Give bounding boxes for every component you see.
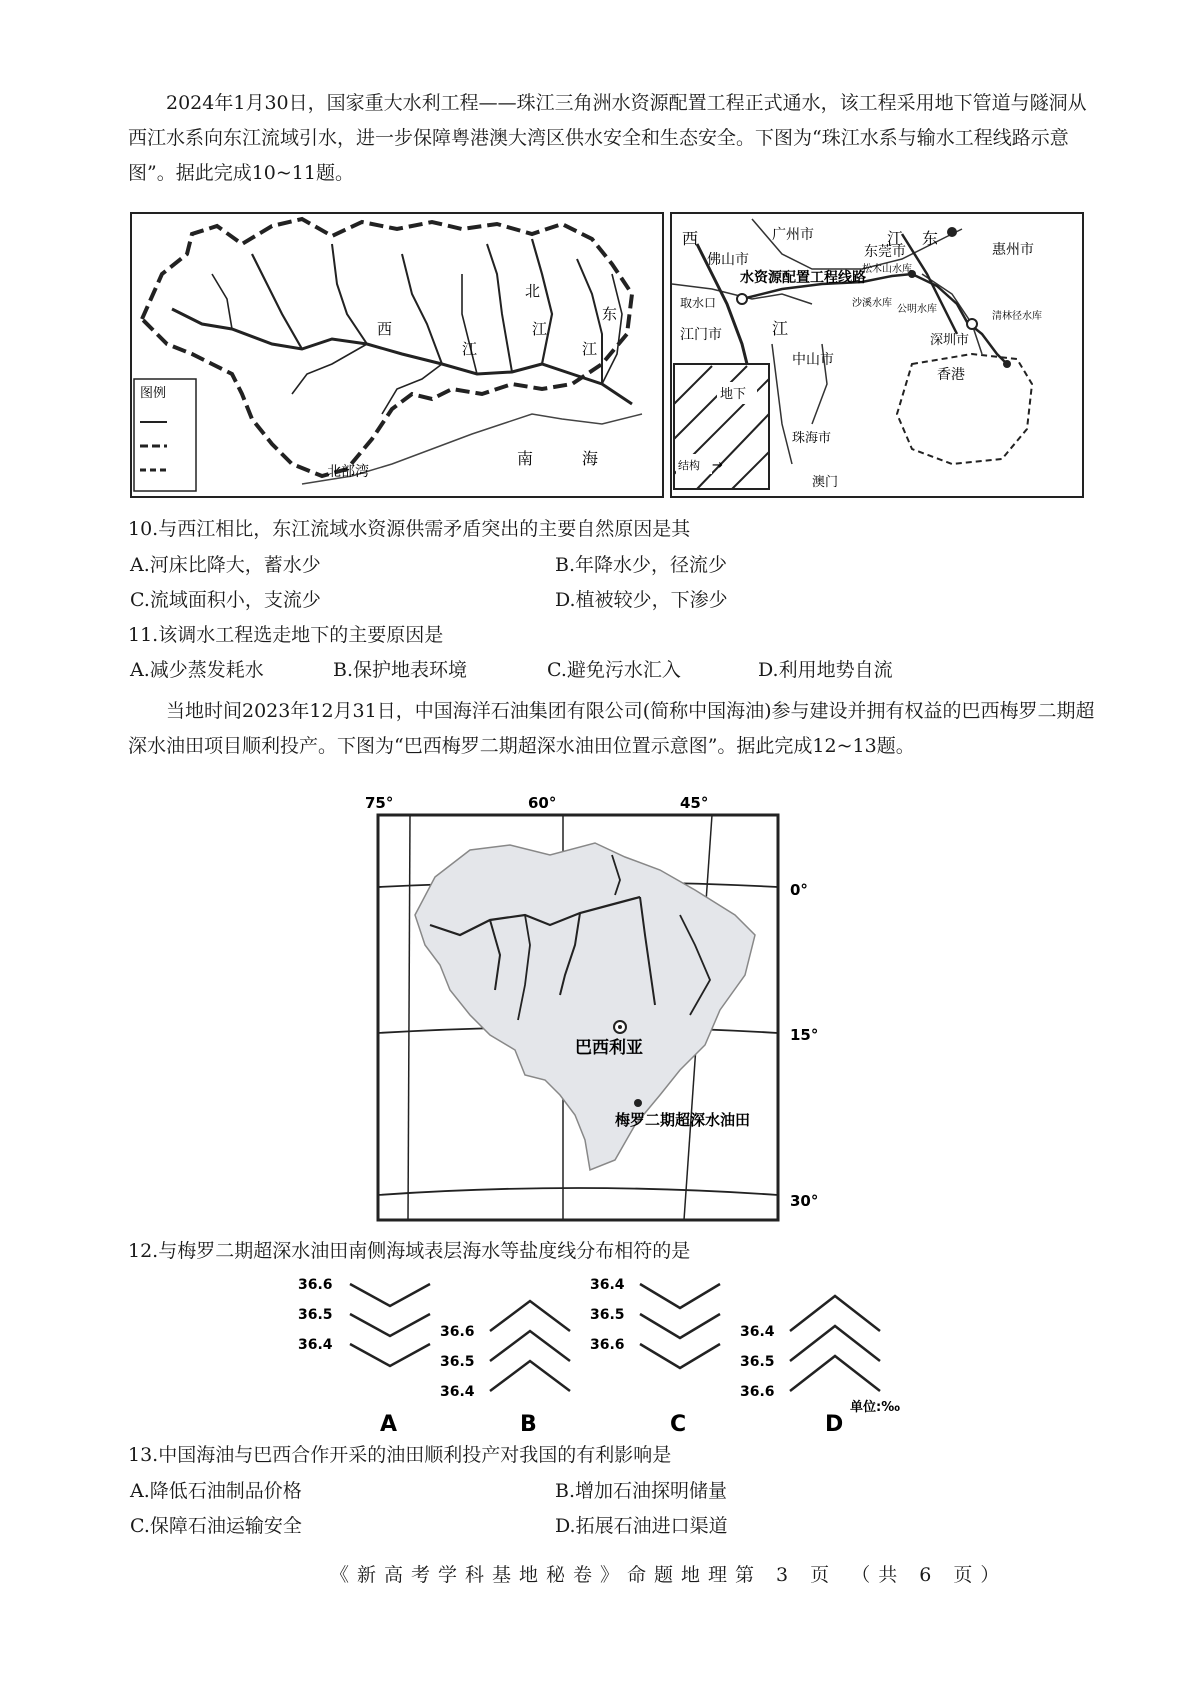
a-label-2: 36.5 [298,1307,333,1323]
lon-label-60: 60° [528,795,557,812]
legend-title: 图例 [140,386,167,401]
label-aomen: 澳门 [812,475,839,490]
label-jiangmen: 江门市 [680,327,722,343]
lon-label-75: 75° [365,795,394,812]
page-footer: 《新高考学科基地秘卷》命题地理第 3 页 （共 6 页） [330,1564,1008,1586]
label-zhuhai: 珠海市 [792,431,832,446]
label-dong: 东 [922,229,939,248]
q11-option-b[interactable]: B.保护地表环境 [333,659,468,681]
a-label-1: 36.6 [298,1277,333,1293]
label-structure: 结构 [678,459,700,472]
intro-paragraph-1: 2024年1月30日，国家重大水利工程——珠江三角洲水资源配置工程正式通水，该工程采用地下管道与隧洞从西江水系向东江流域引水，进一步保障粤港澳大湾区供水安全和生态安全。下图为“珠江水系与输水工程线路示意图”。据此完成10~11题。 [128,92,1087,184]
label-jiang-2: 江 [532,320,548,338]
b-label-3: 36.4 [440,1384,475,1400]
q10-option-d[interactable]: D.植被较少，下渗少 [555,589,728,611]
label-dongguan: 东莞市 [864,244,906,260]
label-guangzhou: 广州市 [772,227,814,243]
question-11-stem: 11.该调水工程选走地下的主要原因是 [128,624,444,646]
d-label-1: 36.4 [740,1324,775,1340]
label-jiang-1: 江 [462,340,478,358]
unit-label: 单位:‰ [850,1400,900,1415]
label-bei: 北 [525,282,541,300]
q11-option-a[interactable]: A.减少蒸发耗水 [130,659,264,681]
label-huizhou: 惠州市 [992,242,1034,258]
label-dong: 东 [602,305,618,323]
label-foshan: 佛山市 [707,252,749,268]
a-label-3: 36.4 [298,1337,333,1353]
q10-option-b[interactable]: B.年降水少，径流少 [555,554,728,576]
brazil-oilfield-map [350,795,850,1230]
label-shahu: 沙溪水库 [852,298,892,309]
q13-option-d[interactable]: D.拓展石油进口渠道 [555,1515,728,1537]
label-intake: 取水口 [680,296,717,310]
q10-option-a[interactable]: A.河床比降大，蓄水少 [130,554,321,576]
label-hai: 海 [582,449,599,468]
b-label-2: 36.5 [440,1354,475,1370]
q10-option-c[interactable]: C.流域面积小，支流少 [130,589,321,611]
label-zhongshan: 中山市 [792,352,834,368]
intro-paragraph-2: 当地时间2023年12月31日，中国海洋石油集团有限公司(简称中国海油)参与建设并拥有权益的巴西梅罗二期超深水油田项目顺利投产。下图为“巴西梅罗二期超深水油田位置示意图”。据此完成12~13题。 [128,700,1095,757]
option-letter-a: A [380,1412,398,1436]
option-letter-b: B [520,1412,537,1436]
label-jiang-3: 江 [582,340,598,358]
label-nan: 南 [517,449,534,468]
lat-label-30: 30° [790,1192,819,1210]
label-underground: 地下 [720,387,747,402]
q11-option-d[interactable]: D.利用地势自流 [758,659,893,681]
lat-label-0: 0° [790,881,808,899]
water-route-map [670,212,1084,498]
label-jiang1: 江 [772,319,789,338]
d-label-3: 36.6 [740,1384,775,1400]
capital-label: 巴西利亚 [575,1038,643,1058]
d-label-2: 36.5 [740,1354,775,1370]
oilfield-label: 梅罗二期超深水油田 [615,1111,751,1129]
label-xi: 西 [377,320,393,338]
q13-option-b[interactable]: B.增加石油探明储量 [555,1480,728,1502]
q13-option-a[interactable]: A.降低石油制品价格 [130,1480,302,1502]
option-letter-d: D [825,1412,844,1436]
lat-label-15: 15° [790,1026,819,1044]
label-shenzhen: 深圳市 [930,333,970,348]
option-letter-c: C [670,1412,687,1436]
lon-label-45: 45° [680,795,709,812]
label-route: 水资源配置工程线路 [740,270,866,286]
b-label-1: 36.6 [440,1324,475,1340]
question-12-stem: 12.与梅罗二期超深水油田南侧海域表层海水等盐度线分布相符的是 [128,1240,691,1262]
salinity-isoline-options [290,1266,930,1436]
c-label-1: 36.4 [590,1277,625,1293]
label-songshanhu: 松木山水库 [862,264,912,275]
q11-option-c[interactable]: C.避免污水汇入 [547,659,681,681]
q13-option-c[interactable]: C.保障石油运输安全 [130,1515,302,1537]
c-label-3: 36.6 [590,1337,625,1353]
question-10-stem: 10.与西江相比，东江流域水资源供需矛盾突出的主要自然原因是其 [128,518,691,540]
c-label-2: 36.5 [590,1307,625,1323]
label-jiang2: 江 [887,229,904,248]
question-13-stem: 13.中国海油与巴西合作开采的油田顺利投产对我国的有利影响是 [128,1444,672,1466]
pearl-river-system-map [130,212,664,498]
label-gongming: 公明水库 [897,304,937,315]
label-beibuwan: 北部湾 [327,464,369,480]
label-qingling: 清林径水库 [992,311,1042,322]
label-xi: 西 [682,229,699,248]
svg-text:→: → [712,458,723,473]
label-xianggang: 香港 [937,367,965,383]
